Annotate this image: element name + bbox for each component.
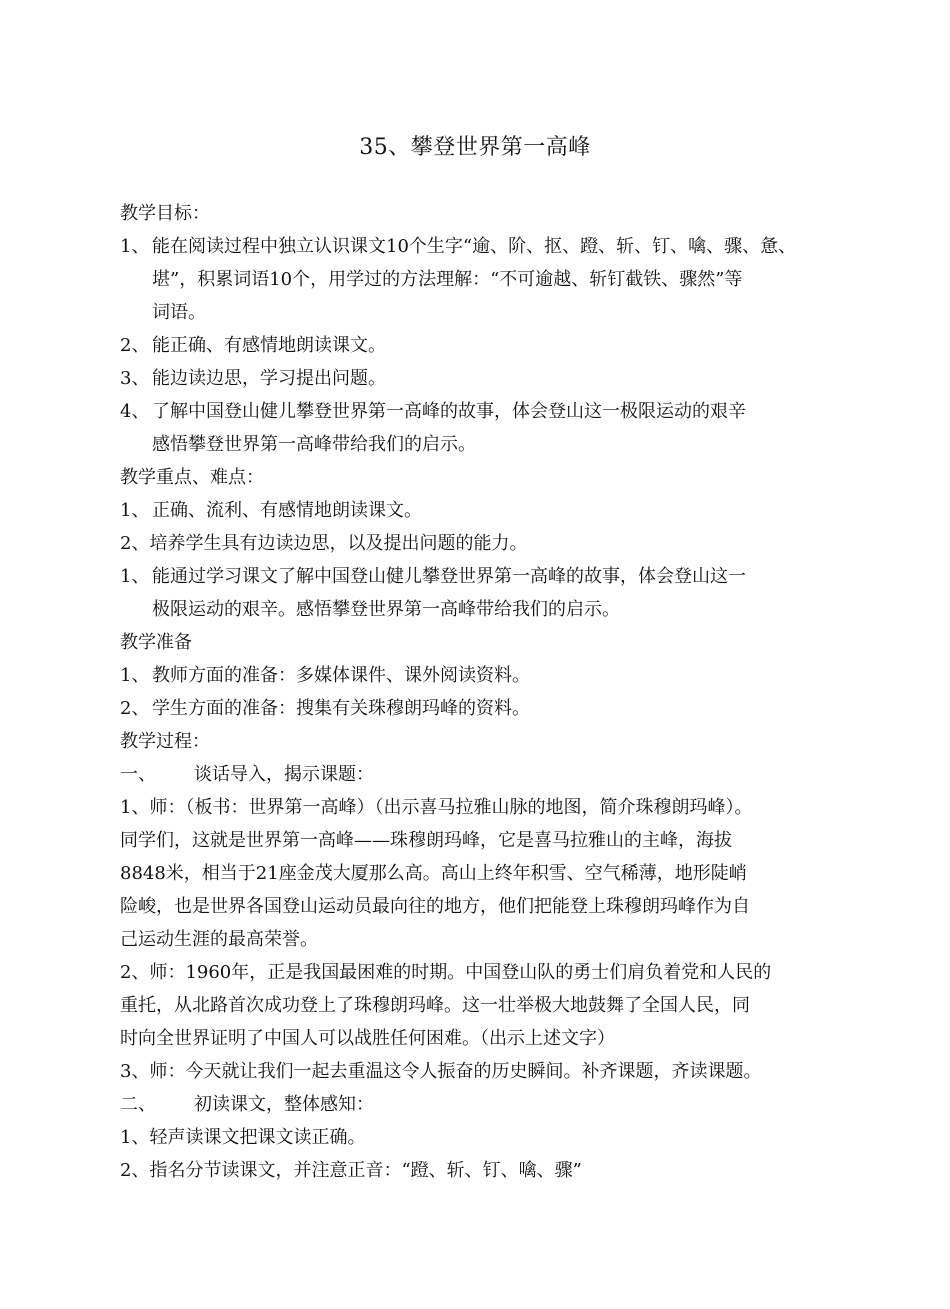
keypoint-number: 1、 xyxy=(120,500,150,521)
keypoint-item-1 xyxy=(120,494,832,527)
keypoint-line: 正确、流利、有感情地朗读课文。 xyxy=(152,500,422,521)
paragraph-topic: 3、师：今天就让我们一起去重温这令人振奋的历史瞬间。补齐课题，齐读课题。 xyxy=(120,1061,762,1082)
goal-line: 了解中国登山健儿攀登世界第一高峰的故事，体会登山这一极限运动的艰辛 xyxy=(152,401,746,422)
section-number: 二、 xyxy=(120,1094,156,1115)
goals-heading: 教学目标： xyxy=(120,203,210,224)
goal-item-2 xyxy=(120,329,832,362)
prep-number: 1、 xyxy=(120,665,150,686)
goal-item-4 xyxy=(120,395,832,461)
goal-line: 堪”，积累词语10个，用学过的方法理解：“不可逾越、斩钉截铁、骤然”等 xyxy=(152,269,743,290)
goal-number: 3、 xyxy=(120,368,150,389)
paragraph-line: 己运动生涯的最高荣誉。 xyxy=(120,929,318,950)
section-heading-1 xyxy=(120,758,832,791)
goal-line: 词语。 xyxy=(152,302,206,323)
goal-number: 1、 xyxy=(120,236,150,257)
paragraph-history xyxy=(120,956,832,1055)
paragraph-intro xyxy=(120,791,832,956)
paragraph-line: 8848米，相当于21座金茂大厦那么高。高山上终年积雪、空气稀薄，地形陡峭 xyxy=(120,863,747,884)
prep-line: 学生方面的准备：搜集有关珠穆朗玛峰的资料。 xyxy=(152,698,530,719)
paragraph-line: 同学们，这就是世界第一高峰——珠穆朗玛峰，它是喜马拉雅山的主峰，海拔 xyxy=(120,830,732,851)
goal-item-1 xyxy=(120,230,832,329)
goal-line: 能边读边思，学习提出问题。 xyxy=(152,368,386,389)
paragraph-line: 2、师：1960年，正是我国最困难的时期。中国登山队的勇士们肩负着党和人民的 xyxy=(120,962,772,983)
prep-heading: 教学准备 xyxy=(120,632,192,653)
keypoint-number: 1、 xyxy=(120,566,150,587)
goal-number: 4、 xyxy=(120,401,150,422)
paragraph-line: 时向全世界证明了中国人可以战胜任何困难。（出示上述文字） xyxy=(120,1028,615,1049)
section-heading-2 xyxy=(120,1088,832,1121)
section-title: 谈话导入，揭示课题： xyxy=(194,764,374,785)
goal-line: 能正确、有感情地朗读课文。 xyxy=(152,335,386,356)
section-title: 初读课文，整体感知： xyxy=(194,1094,374,1115)
paragraph-line: 险峻，也是世界各国登山运动员最向往的地方，他们把能登上珠穆朗玛峰作为自 xyxy=(120,896,750,917)
section-number: 一、 xyxy=(120,764,156,785)
reading-item-1: 1、轻声读课文把课文读正确。 xyxy=(120,1127,366,1148)
document-body xyxy=(120,197,832,1187)
keypoint-line: 极限运动的艰辛。感悟攀登世界第一高峰带给我们的启示。 xyxy=(152,599,620,620)
paragraph-line: 1、师：（板书：世界第一高峰）（出示喜马拉雅山脉的地图，简介珠穆朗玛峰）。 xyxy=(120,797,753,818)
process-heading: 教学过程： xyxy=(120,731,210,752)
paragraph-line: 重托，从北路首次成功登上了珠穆朗玛峰。这一壮举极大地鼓舞了全国人民，同 xyxy=(120,995,750,1016)
keypoint-line: 能通过学习课文了解中国登山健儿攀登世界第一高峰的故事，体会登山这一 xyxy=(152,566,746,587)
page-title: 35、攀登世界第一高峰 xyxy=(359,135,591,160)
goal-line: 能在阅读过程中独立认识课文10个生字“逾、阶、抠、蹬、斩、钉、噙、骤、惫、 xyxy=(152,236,797,257)
goal-number: 2、 xyxy=(120,335,150,356)
prep-item-1 xyxy=(120,659,832,692)
keypoint-item-2: 2、培养学生具有边读边思，以及提出问题的能力。 xyxy=(120,533,528,554)
prep-line: 教师方面的准备：多媒体课件、课外阅读资料。 xyxy=(152,665,530,686)
keypoint-item-3 xyxy=(120,560,832,626)
reading-item-2: 2、指名分节读课文，并注意正音：“蹬、斩、钉、噙、骤” xyxy=(120,1160,582,1181)
goal-item-3 xyxy=(120,362,832,395)
goal-line: 感悟攀登世界第一高峰带给我们的启示。 xyxy=(152,434,476,455)
keypoints-heading: 教学重点、难点： xyxy=(120,467,264,488)
prep-number: 2、 xyxy=(120,698,150,719)
prep-item-2 xyxy=(120,692,832,725)
